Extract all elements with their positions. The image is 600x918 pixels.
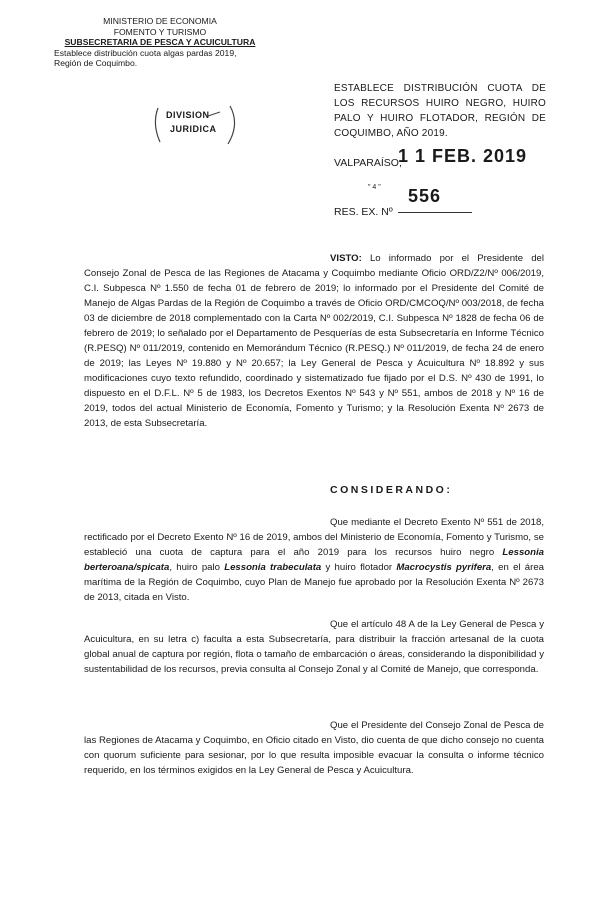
species-huiro-flotador: Macrocystis pyrifera [396,562,492,573]
document-date: 1 1 FEB. 2019 [398,146,528,166]
document-title: ESTABLECE DISTRIBUCIÓN CUOTA DE LOS RECURSOS HUIRO NEGRO, HUIRO PALO Y HUIRO FLOTADOR, REGIÓN DE COQUIMBO, AÑO 2019. [334,83,546,139]
p1-text-c: y huiro flotador [321,562,397,573]
handwritten-mark: " 4 " [368,184,381,191]
resolution-underline [398,212,472,213]
subsecretaria-name: SUBSECRETARIA DE PESCA Y ACUICULTURA [64,37,256,48]
summary-line2: Región de Coquimbo. [54,58,138,69]
p1-text-d: , en el área marítima de la Región de Coquimbo, cuyo Plan de Manejo fue aprobado por la Resolución Exenta Nº 2673 de 2013, citada en Visto. [84,562,544,603]
species-huiro-palo: Lessonia trabeculata [224,562,322,573]
ministry-name: MINISTERIO DE ECONOMIA [103,16,217,26]
visto-heading: VISTO: [330,253,362,264]
considerando-paragraph-1 [84,515,544,605]
considerando-paragraph-2: Que el artículo 48 A de la Ley General de Pesca y Acuicultura, en su letra c) faculta a esta Subsecretaría, para distribuir la fracción artesanal de la cuota global anual de captura por región, flota o tamaño de embarcación o áreas, considerando la disponibilidad y sustentabilidad de los recursos, previa consulta al Consejo Zonal y al Comité de Manejo, que corresponda. [84,619,544,675]
summary-line1: Establece distribución cuota algas pardas 2019, [54,47,237,58]
visto-text: Lo informado por el Presidente del Consejo Zonal de Pesca de las Regiones de Atacama y Coquimbo mediante Oficio ORD/Z2/Nº 006/2019, C.I. Subpesca Nº 1.550 de fecha 01 de febrero de 2019; lo informado por el Presidente del Comité de Manejo de Algas Pardas de la Región de Coquimbo a través de Oficio ORD/CMCOQ/Nº 003/2018, de fecha 03 de diciembre de 2018 complementado con la Carta Nº 002/2019, C.I. Subpesca Nº 1828 de fecha 06 de febrero de 2019; lo señalado por el Departamento de Pesquerías de esta Subsecretaría en Informe Técnico (R.PESQ) Nº 011/2019, contenido en Memorándum Técnico (R.PESQ.) Nº 011/2019, de fecha 24 de enero de 2019; las Leyes Nº 19.880 y Nº 20.657; la Ley General de Pesca y Acuicultura Nº 18.892 y sus modificaciones cuyo texto refundido, coordinado y sistematizado fue fijado por el D.S. Nº 430 de 1991, lo dispuesto en el D.F.L. Nº 5 de 1983, los Decretos Exentos Nº 543 y Nº 551, ambos de 2018 y Nº 16 de 2019, todos del actual Ministerio de Economía, Fomento y Turismo; y la Resolución Exenta Nº 2673 de 2013, de esta Subsecretaría. [84,253,544,429]
stamp-line2: JURIDICA [170,124,217,134]
division-juridica-stamp [150,102,240,148]
letterhead [54,16,260,69]
ministry-name-line2: FOMENTO Y TURISMO [113,26,207,37]
place-label: VALPARAÍSO, [334,157,402,169]
resolution-number: 556 [408,186,442,206]
species-huiro-negro: Lessonia berteroana/spicata [84,547,544,573]
considerando-paragraph-3: Que el Presidente del Consejo Zonal de Pesca de las Regiones de Atacama y Coquimbo, en Oficio citado en Visto, dio cuenta de que dicho consejo no cuenta con quorum suficiente para sesionar, por lo que resulta imposible evacuar la consulta o informe técnico requerido, en los términos exigidos en la Ley General de Pesca y Acuicultura. [84,720,544,776]
visto-paragraph [84,251,544,431]
resolution-label: RES. EX. Nº [334,206,393,218]
p1-text-a: Que mediante el Decreto Exento Nº 551 de 2018, rectificado por el Decreto Exento Nº 16 de 2019, ambos del Ministerio de Economía, Fomento y Turismo, se estableció una cuota de captura para el año 2019 para los recursos huiro negro [84,517,544,558]
stamp-line1: DIVISION [166,110,210,120]
considerando-heading: CONSIDERANDO: [330,484,453,496]
p1-text-b: , huiro palo [169,562,225,573]
